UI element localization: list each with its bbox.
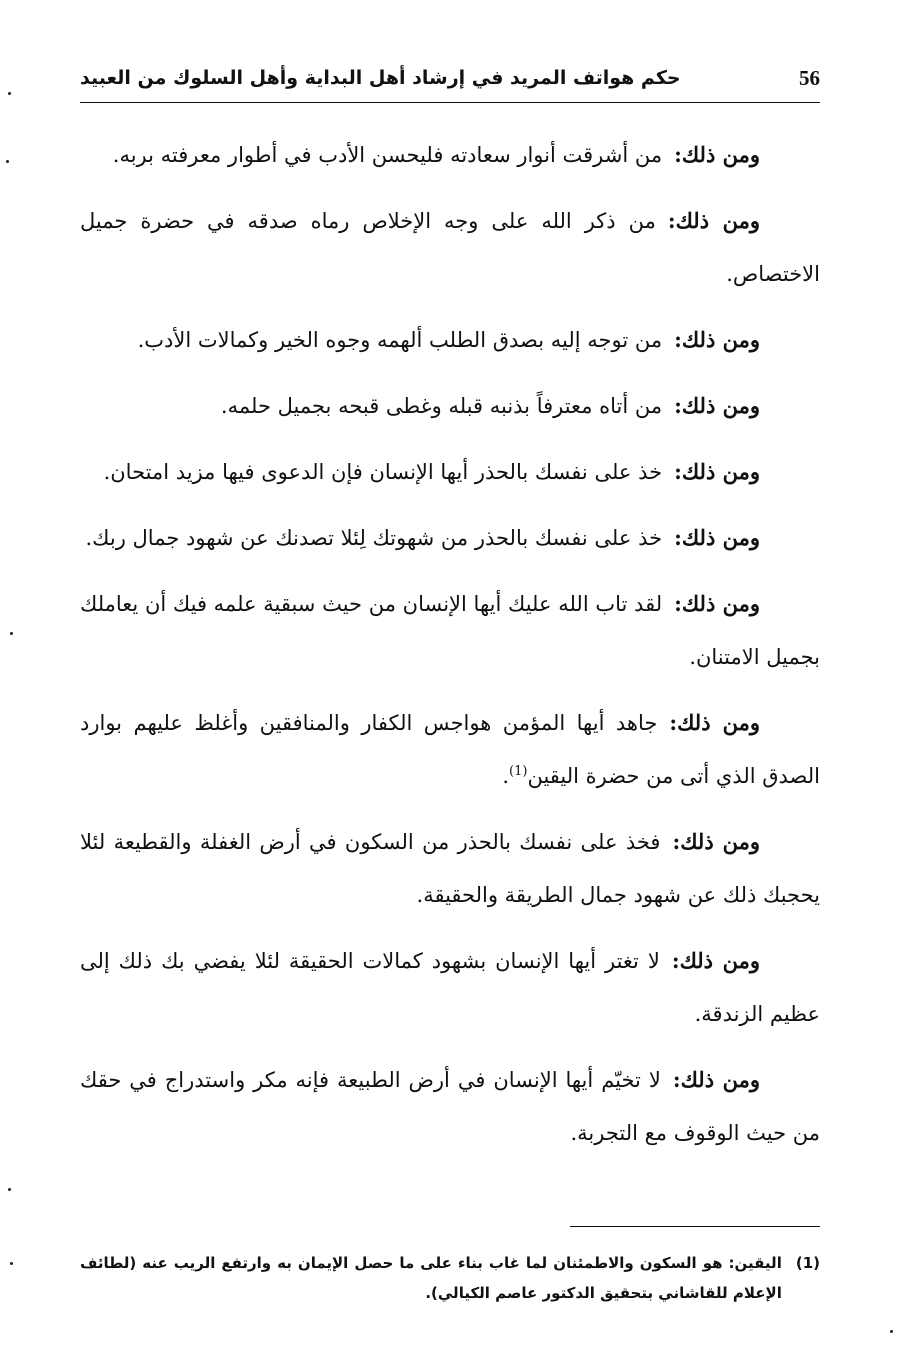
paragraph bbox=[80, 815, 820, 922]
paragraph-text: جاهد أيها المؤمن هواجس الكفار والمنافقين وأغلظ عليهم بوارد الصدق الذي أتى من حضرة اليقين bbox=[80, 711, 820, 788]
paragraph-lead: ومن ذلك: bbox=[671, 948, 760, 973]
paragraph-text: خذ على نفسك بالحذر أيها الإنسان فإن الدعوى فيها مزيد امتحان. bbox=[103, 460, 663, 484]
paragraph-text: لقد تاب الله عليك أيها الإنسان من حيث سبقية علمه فيك أن يعاملك بجميل الامتنان. bbox=[80, 592, 820, 669]
paragraph-lead: ومن ذلك: bbox=[674, 525, 760, 550]
paragraph-text: فخذ على نفسك بالحذر من السكون في أرض الغفلة والقطيعة لئلا يحجبك ذلك عن شهود جمال الطريقة والحقيقة. bbox=[80, 830, 820, 907]
paragraph-lead: ومن ذلك: bbox=[672, 829, 761, 854]
scan-speck bbox=[8, 1188, 11, 1191]
paragraph-text: من توجه إليه بصدق الطلب ألهمه وجوه الخير وكمالات الأدب. bbox=[137, 328, 663, 352]
paragraph bbox=[80, 696, 820, 803]
paragraph bbox=[80, 511, 820, 565]
scan-speck bbox=[10, 632, 13, 635]
footnote-text: اليقين: هو السكون والاطمئنان لما غاب بناء على ما حصل الإيمان به وارتفع الريب عنه (لطائف الإعلام للقاشاني بتحقيق الدكتور عاصم الكيالي). bbox=[80, 1254, 782, 1302]
footnote-marker: (1) bbox=[795, 1254, 820, 1272]
paragraph-lead: ومن ذلك: bbox=[674, 142, 760, 167]
paragraph-lead: ومن ذلك: bbox=[667, 208, 761, 233]
paragraph bbox=[80, 194, 820, 301]
paragraph-lead: ومن ذلك: bbox=[674, 591, 760, 616]
header-divider bbox=[80, 102, 820, 103]
paragraph bbox=[80, 128, 820, 182]
paragraph-text: لا تخيّم أيها الإنسان في أرض الطبيعة فإنه مكر واستدراج في حقك من حيث الوقوف مع التجربة. bbox=[80, 1068, 820, 1145]
paragraph bbox=[80, 313, 820, 367]
page-header bbox=[80, 58, 820, 98]
paragraph bbox=[80, 1053, 820, 1160]
paragraph-lead: ومن ذلك: bbox=[674, 393, 760, 418]
scan-speck bbox=[8, 92, 11, 95]
paragraph-text: خذ على نفسك بالحذر من شهوتك لِئلا تصدنك عن شهود جمال ربك. bbox=[85, 526, 663, 550]
scan-speck bbox=[890, 1330, 893, 1333]
paragraph-text-end: . bbox=[502, 764, 510, 788]
footnote-reference[interactable]: (1) bbox=[509, 764, 528, 779]
main-text bbox=[80, 128, 820, 1172]
paragraph-lead: ومن ذلك: bbox=[674, 459, 760, 484]
paragraph-lead: ومن ذلك: bbox=[669, 710, 761, 735]
paragraph-text: لا تغتر أيها الإنسان بشهود كمالات الحقيقة لئلا يفضي بك ذلك إلى عظيم الزندقة. bbox=[80, 949, 820, 1026]
paragraph bbox=[80, 445, 820, 499]
paragraph-text: من أشرقت أنوار سعادته فليحسن الأدب في أطوار معرفته بربه. bbox=[112, 143, 663, 167]
paragraph bbox=[80, 934, 820, 1041]
page-number: 56 bbox=[799, 65, 820, 90]
paragraph-lead: ومن ذلك: bbox=[672, 1067, 761, 1092]
paragraph-text: من ذكر الله على وجه الإخلاص رماه صدقه في حضرة جميل الاختصاص. bbox=[80, 209, 820, 286]
scan-speck bbox=[10, 1262, 13, 1265]
paragraph bbox=[80, 379, 820, 433]
paragraph bbox=[80, 577, 820, 684]
scan-speck bbox=[6, 160, 9, 163]
paragraph-lead: ومن ذلك: bbox=[674, 327, 760, 352]
footnote-divider bbox=[570, 1226, 820, 1227]
footnote bbox=[80, 1248, 820, 1308]
paragraph-text: من أتاه معترفاً بذنبه قبله وغطى قبحه بجميل حلمه. bbox=[220, 394, 663, 418]
running-title: حكم هواتف المريد في إرشاد أهل البداية وأهل السلوك من العبيد bbox=[80, 67, 681, 89]
